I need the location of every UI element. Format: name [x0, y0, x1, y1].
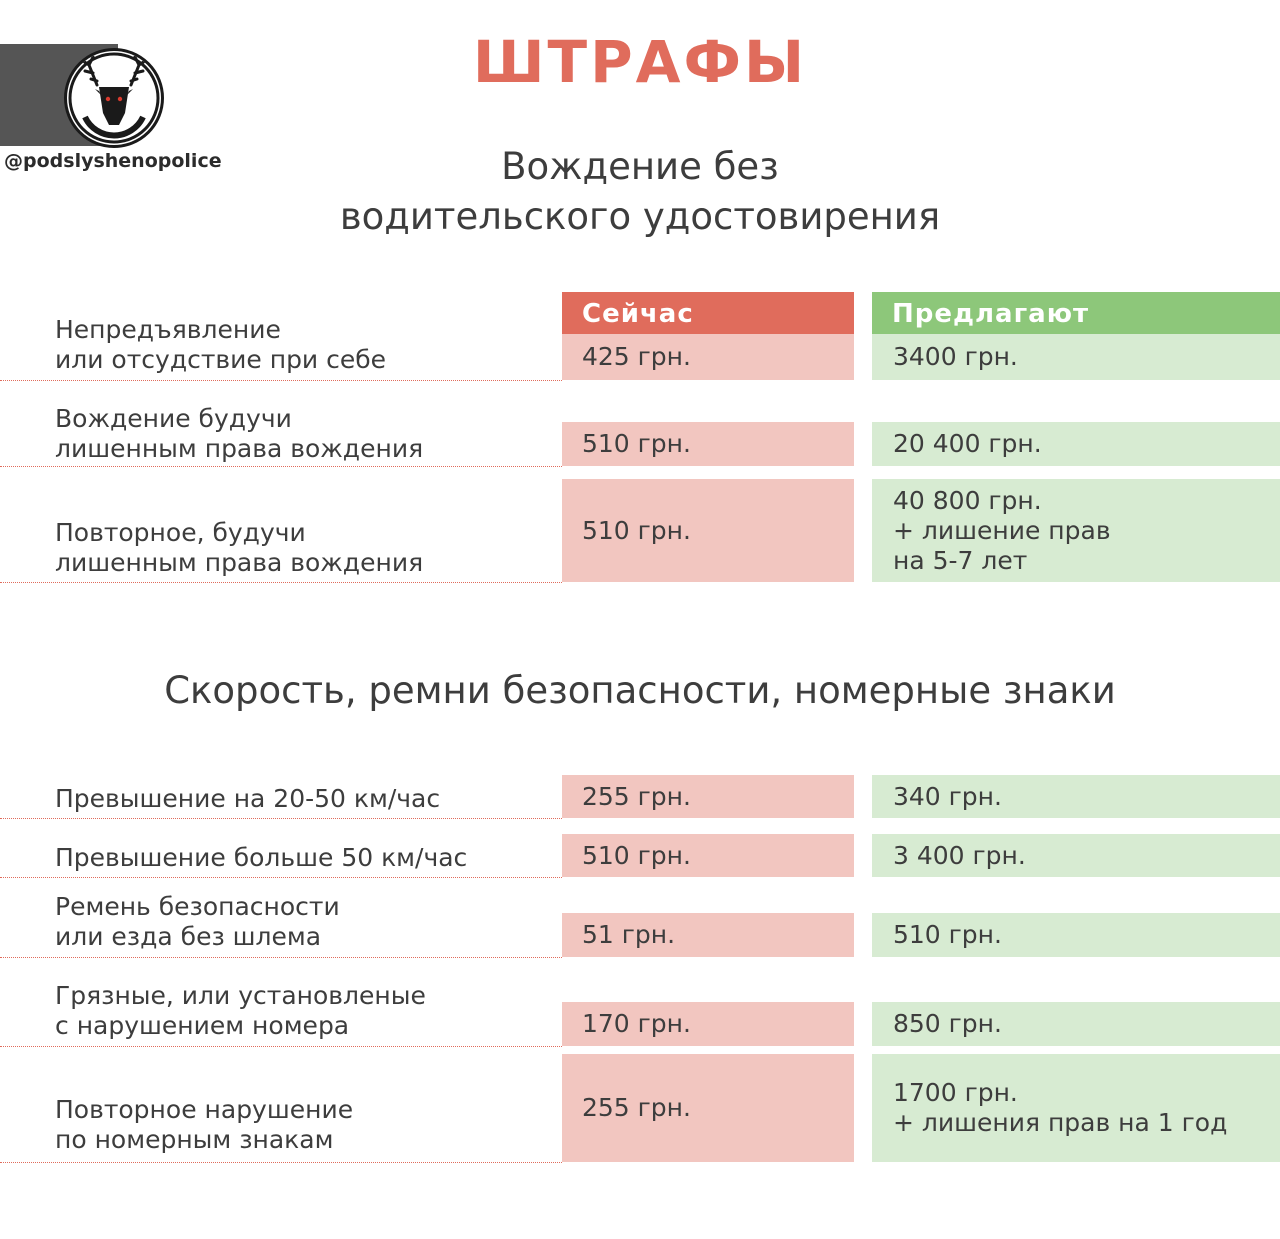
fine-proposed-value: 1700 грн. + лишения прав на 1 год: [893, 1078, 1228, 1137]
row-divider: [0, 380, 562, 381]
section-title-speed: Скорость, ремни безопасности, номерные знаки: [164, 669, 1116, 712]
column-header-proposed: Предлагают: [872, 292, 1280, 334]
fine-proposed-value: 20 400 грн.: [893, 429, 1042, 458]
fine-now-cell: [562, 334, 854, 380]
row-divider: [0, 466, 562, 467]
row-divider: [0, 582, 562, 583]
row-label: Грязные, или установленые с нарушением номера: [55, 981, 426, 1040]
fine-proposed-cell: [872, 1054, 1280, 1162]
row-divider: [0, 1162, 562, 1163]
page-title: ШТРАФЫ: [472, 28, 808, 96]
fine-now-value: 510 грн.: [582, 515, 691, 545]
fine-now-cell: [562, 834, 854, 877]
fine-proposed-value: 40 800 грн. + лишение прав на 5-7 лет: [893, 485, 1111, 575]
row-label: Превышение больше 50 км/час: [55, 843, 468, 872]
row-label: Повторное нарушение по номерным знакам: [55, 1095, 354, 1154]
row-divider: [0, 818, 562, 819]
row-label: Ремень безопасности или езда без шлема: [55, 892, 340, 951]
fine-now-cell: [562, 913, 854, 957]
fine-now-cell: [562, 1054, 854, 1162]
section-title-license-line2: водительского удостовирения: [339, 195, 941, 238]
row-label: Непредъявление или отсудствие при себе: [55, 315, 387, 374]
fine-now-value: 255 грн.: [582, 781, 691, 811]
section-title-license-line1: Вождение без: [501, 145, 779, 188]
fine-now-cell: [562, 775, 854, 818]
fine-proposed-value: 850 грн.: [893, 1009, 1002, 1038]
fine-proposed-cell: [872, 1002, 1280, 1046]
fine-proposed-value: 340 грн.: [893, 781, 1002, 811]
fine-proposed-value: 3400 грн.: [893, 342, 1018, 371]
fine-proposed-cell: [872, 913, 1280, 957]
fine-proposed-cell: [872, 422, 1280, 466]
fine-now-value: 510 грн.: [582, 840, 691, 870]
row-divider: [0, 1046, 562, 1047]
fine-now-value: 170 грн.: [582, 1009, 691, 1038]
fine-now-cell: [562, 422, 854, 466]
fine-proposed-value: 3 400 грн.: [893, 840, 1026, 870]
fine-now-value: 51 грн.: [582, 920, 676, 949]
row-label: Превышение на 20-50 км/час: [55, 784, 441, 813]
fine-proposed-cell: [872, 334, 1280, 380]
fine-proposed-value: 510 грн.: [893, 920, 1002, 949]
row-divider: [0, 877, 562, 878]
fine-now-value: 255 грн.: [582, 1093, 691, 1122]
fine-now-value: 425 грн.: [582, 342, 691, 371]
fine-now-cell: [562, 1002, 854, 1046]
fine-now-cell: [562, 479, 854, 582]
row-label: Повторное, будучи лишенным права вождения: [55, 518, 424, 577]
fine-now-value: 510 грн.: [582, 429, 691, 458]
row-label: Вождение будучи лишенным права вождения: [55, 404, 424, 463]
column-header-now: Сейчас: [562, 292, 854, 334]
fine-proposed-cell: [872, 834, 1280, 877]
row-divider: [0, 957, 562, 958]
instagram-handle: @podslyshenopolice: [4, 150, 222, 172]
fine-proposed-cell: [872, 479, 1280, 582]
fine-proposed-cell: [872, 775, 1280, 818]
